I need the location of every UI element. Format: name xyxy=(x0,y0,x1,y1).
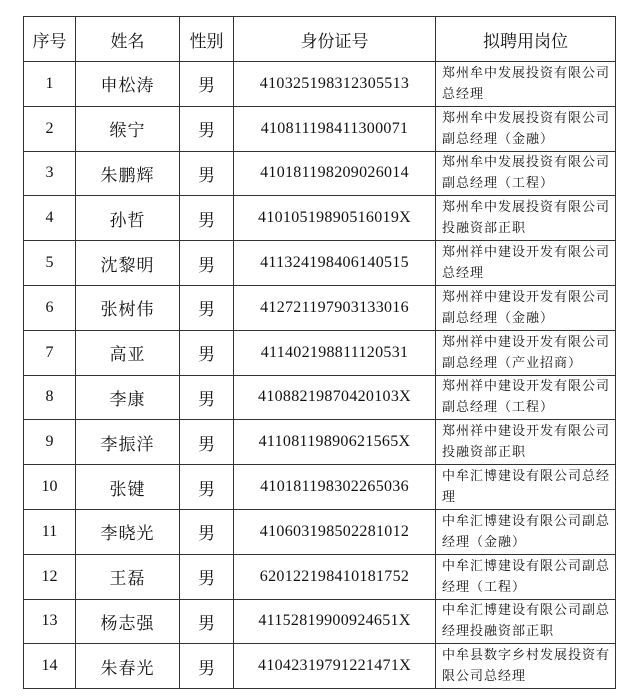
table-row xyxy=(24,285,616,330)
cell-gender: 男 xyxy=(180,151,234,196)
cell-seq: 1 xyxy=(24,62,76,107)
cell-id-number: 620122198410181752 xyxy=(234,554,436,599)
cell-position: 郑州祥中建设开发有限公司副总经理（金融） xyxy=(436,285,616,330)
cell-gender: 男 xyxy=(180,554,234,599)
cell-position: 中牟汇博建设有限公司副总经理（金融） xyxy=(436,509,616,554)
cell-name: 李康 xyxy=(76,375,180,420)
table-row xyxy=(24,509,616,554)
cell-seq: 2 xyxy=(24,106,76,151)
cell-seq: 5 xyxy=(24,241,76,286)
cell-gender: 男 xyxy=(180,599,234,644)
table-row xyxy=(24,465,616,510)
cell-name: 申松涛 xyxy=(76,62,180,107)
cell-name: 高亚 xyxy=(76,330,180,375)
cell-seq: 13 xyxy=(24,599,76,644)
cell-name: 李晓光 xyxy=(76,509,180,554)
table-row xyxy=(24,106,616,151)
cell-name: 张键 xyxy=(76,465,180,510)
cell-position: 郑州祥中建设开发有限公司副总经理（工程） xyxy=(436,375,616,420)
cell-gender: 男 xyxy=(180,196,234,241)
cell-seq: 9 xyxy=(24,420,76,465)
cell-gender: 男 xyxy=(180,285,234,330)
table-row xyxy=(24,330,616,375)
cell-id-number: 41010519890516019X xyxy=(234,196,436,241)
cell-name: 杨志强 xyxy=(76,599,180,644)
cell-gender: 男 xyxy=(180,241,234,286)
cell-id-number: 412721197903133016 xyxy=(234,285,436,330)
cell-seq: 14 xyxy=(24,644,76,689)
cell-seq: 10 xyxy=(24,465,76,510)
cell-name: 朱春光 xyxy=(76,644,180,689)
cell-gender: 男 xyxy=(180,644,234,689)
cell-position: 中牟汇博建设有限公司副总经理（工程） xyxy=(436,554,616,599)
table-row xyxy=(24,196,616,241)
cell-id-number: 411324198406140515 xyxy=(234,241,436,286)
cell-gender: 男 xyxy=(180,62,234,107)
cell-id-number: 410811198411300071 xyxy=(234,106,436,151)
header-id: 身份证号 xyxy=(234,17,436,62)
appointment-table xyxy=(23,16,616,689)
table-body xyxy=(24,62,616,689)
cell-seq: 3 xyxy=(24,151,76,196)
cell-id-number: 41088219870420103X xyxy=(234,375,436,420)
cell-seq: 8 xyxy=(24,375,76,420)
cell-gender: 男 xyxy=(180,420,234,465)
cell-position: 中牟汇博建设有限公司副总经理投融资部正职 xyxy=(436,599,616,644)
table-row xyxy=(24,599,616,644)
cell-position: 郑州祥中建设开发有限公司投融资部正职 xyxy=(436,420,616,465)
table-row xyxy=(24,644,616,689)
cell-gender: 男 xyxy=(180,330,234,375)
table-row xyxy=(24,62,616,107)
cell-gender: 男 xyxy=(180,106,234,151)
cell-position: 郑州牟中发展投资有限公司总经理 xyxy=(436,62,616,107)
cell-seq: 12 xyxy=(24,554,76,599)
cell-gender: 男 xyxy=(180,465,234,510)
cell-name: 张树伟 xyxy=(76,285,180,330)
cell-id-number: 41042319791221471X xyxy=(234,644,436,689)
cell-gender: 男 xyxy=(180,509,234,554)
cell-name: 孙哲 xyxy=(76,196,180,241)
cell-id-number: 41108119890621565X xyxy=(234,420,436,465)
cell-position: 中牟县数字乡村发展投资有限公司总经理 xyxy=(436,644,616,689)
cell-id-number: 410325198312305513 xyxy=(234,62,436,107)
cell-id-number: 411402198811120531 xyxy=(234,330,436,375)
cell-position: 郑州牟中发展投资有限公司副总经理（工程） xyxy=(436,151,616,196)
cell-gender: 男 xyxy=(180,375,234,420)
table-row xyxy=(24,420,616,465)
cell-name: 缑宁 xyxy=(76,106,180,151)
cell-id-number: 410181198302265036 xyxy=(234,465,436,510)
table-row xyxy=(24,554,616,599)
header-name: 姓名 xyxy=(76,17,180,62)
cell-position: 郑州祥中建设开发有限公司副总经理（产业招商） xyxy=(436,330,616,375)
cell-position: 郑州牟中发展投资有限公司副总经理（金融） xyxy=(436,106,616,151)
header-seq: 序号 xyxy=(24,17,76,62)
header-position: 拟聘用岗位 xyxy=(436,17,616,62)
cell-seq: 7 xyxy=(24,330,76,375)
cell-name: 朱鹏辉 xyxy=(76,151,180,196)
cell-position: 中牟汇博建设有限公司总经理 xyxy=(436,465,616,510)
cell-name: 王磊 xyxy=(76,554,180,599)
cell-id-number: 410603198502281012 xyxy=(234,509,436,554)
table-row xyxy=(24,375,616,420)
cell-seq: 6 xyxy=(24,285,76,330)
cell-seq: 4 xyxy=(24,196,76,241)
cell-position: 郑州牟中发展投资有限公司投融资部正职 xyxy=(436,196,616,241)
header-gender: 性别 xyxy=(180,17,234,62)
cell-seq: 11 xyxy=(24,509,76,554)
cell-id-number: 410181198209026014 xyxy=(234,151,436,196)
header-row xyxy=(24,17,616,62)
cell-id-number: 41152819900924651X xyxy=(234,599,436,644)
table-row xyxy=(24,151,616,196)
cell-position: 郑州祥中建设开发有限公司总经理 xyxy=(436,241,616,286)
cell-name: 李振洋 xyxy=(76,420,180,465)
table-row xyxy=(24,241,616,286)
cell-name: 沈黎明 xyxy=(76,241,180,286)
